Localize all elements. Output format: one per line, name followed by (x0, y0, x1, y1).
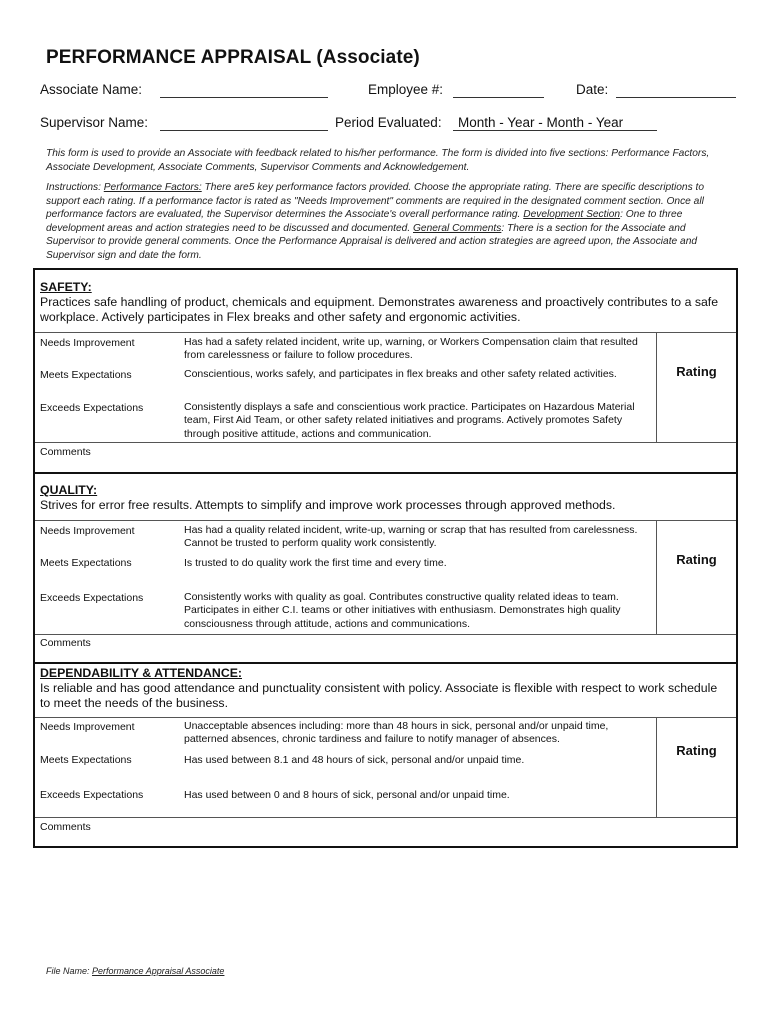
development-section-heading: Development Section (523, 209, 621, 220)
period-evaluated-value: Month - Year - Month - Year (458, 115, 624, 130)
file-name-prefix: File Name: (46, 966, 93, 976)
dependability-attendance-section (35, 664, 736, 846)
employee-number-field[interactable] (453, 97, 544, 98)
comments-field[interactable]: Comments (40, 821, 91, 833)
section-title: QUALITY: (40, 483, 98, 497)
grid-divider (35, 634, 736, 635)
section-title: SAFETY: (40, 280, 92, 294)
safety-section (35, 270, 736, 474)
grid-divider (35, 817, 736, 818)
level-desc-needs-improvement: Has had a quality related incident, write-up, warning or scrap that has resulted from carelessness. Cannot be trusted to perform quality work consistently. (184, 524, 638, 550)
page-title: PERFORMANCE APPRAISAL (Associate) (46, 47, 420, 68)
section-header (40, 280, 728, 325)
level-label-exceeds-expectations: Exceeds Expectations (40, 402, 144, 414)
grid-divider (35, 442, 736, 443)
rating-box[interactable]: Rating (676, 552, 717, 567)
supervisor-name-field[interactable] (160, 130, 328, 131)
date-label: Date: (576, 82, 609, 97)
period-evaluated-label: Period Evaluated: (335, 115, 442, 130)
grid-divider (35, 717, 736, 718)
instructions-prefix: Instructions: (46, 182, 104, 193)
level-desc-needs-improvement: Has had a safety related incident, write up, warning, or Workers Compensation claim that resulted from carelessness or failure to follow procedures. (184, 336, 638, 362)
level-desc-meets-expectations: Is trusted to do quality work the first time and every time. (184, 557, 447, 569)
file-name-footer (46, 966, 224, 976)
performance-factors-text: There are5 key performance factors provided. Choose the appropriate rating. There are specific descriptions to support each rating. If a performance factor is rated as "Needs Improvement" comments are required in the designated comment section. Once all performance factors are evaluated, the Supervisor determines the Associate's overall performance rating. (46, 182, 704, 220)
grid-divider (35, 520, 736, 521)
form-purpose-text: This form is used to provide an Associate with feedback related to his/her performance. The form is divided into five sections: Performance Factors, Associate Development, Associate Comments, Supervisor Comments and Acknowledgement. (46, 148, 710, 173)
section-header (40, 483, 728, 513)
section-description: Practices safe handling of product, chemicals and equipment. Demonstrates awareness and proactively contributes to a safe workplace. Actively participates in Flex breaks and other safety and ergonomic activities. (40, 295, 719, 324)
level-label-exceeds-expectations: Exceeds Expectations (40, 592, 144, 604)
section-description: Strives for error free results. Attempts to simplify and improve work processes through approved methods. (40, 498, 616, 512)
level-desc-meets-expectations: Conscientious, works safely, and participates in flex breaks and other safety related activities. (184, 368, 617, 380)
file-name: Performance Appraisal Associate (92, 966, 225, 976)
rating-box[interactable]: Rating (676, 743, 717, 758)
associate-name-label: Associate Name: (40, 82, 143, 97)
performance-factors-heading: Performance Factors: (103, 182, 202, 193)
quality-section (35, 474, 736, 664)
associate-name-field[interactable] (160, 97, 328, 98)
level-label-exceeds-expectations: Exceeds Expectations (40, 789, 144, 801)
grid-divider (35, 332, 736, 333)
level-label-meets-expectations: Meets Expectations (40, 369, 132, 381)
section-title: DEPENDABILITY & ATTENDANCE: (40, 666, 242, 680)
level-desc-exceeds-expectations: Has used between 0 and 8 hours of sick, personal and/or unpaid time. (184, 789, 510, 801)
comments-field[interactable]: Comments (40, 637, 91, 649)
supervisor-name-label: Supervisor Name: (40, 115, 149, 130)
development-section-text: : One to three development areas and action strategies need to be discussed and documented. (46, 209, 683, 234)
general-comments-heading: General Comments (413, 222, 502, 234)
level-label-needs-improvement: Needs Improvement (40, 721, 135, 733)
section-header (40, 666, 728, 711)
rating-box[interactable]: Rating (676, 364, 717, 379)
period-evaluated-field[interactable] (453, 130, 657, 131)
level-label-meets-expectations: Meets Expectations (40, 557, 132, 569)
rating-divider (656, 520, 657, 634)
appraisal-form (33, 268, 738, 848)
date-field[interactable] (616, 97, 736, 98)
comments-field[interactable]: Comments (40, 446, 91, 458)
level-label-meets-expectations: Meets Expectations (40, 754, 132, 766)
level-desc-meets-expectations: Has used between 8.1 and 48 hours of sick, personal and/or unpaid time. (184, 754, 525, 766)
level-desc-exceeds-expectations: Consistently works with quality as goal. Contributes constructive quality related ideas to team. Participates in either C.I. teams or other initiatives with enthusiasm. Demonstrates high quality consciousness through attitude, actions and communications. (184, 591, 621, 630)
instructions-text (46, 181, 718, 262)
level-desc-needs-improvement: Unacceptable absences including: more than 48 hours in sick, personal and/or unpaid time, patterned absences, chronic tardiness and failure to notify manager of absences. (184, 720, 609, 746)
general-comments-text: : There is a section for the Associate and Supervisor to provide general comments. Once the Performance Appraisal is delivered and action strategies are agreed upon, the Associate and Supervisor sign and date the form. (46, 222, 698, 261)
section-description: Is reliable and has good attendance and punctuality consistent with policy. Associate is flexible with respect to work schedule to meet the needs of the business. (40, 681, 718, 710)
employee-number-label: Employee #: (368, 82, 444, 97)
rating-divider (656, 332, 657, 442)
rating-divider (656, 717, 657, 817)
level-label-needs-improvement: Needs Improvement (40, 525, 135, 537)
level-label-needs-improvement: Needs Improvement (40, 337, 135, 349)
level-desc-exceeds-expectations: Consistently displays a safe and conscientious work practice. Participates on Hazardous Material team, First Aid Team, or other safety related initiatives and programs. Actively promotes Safety through positive attitude, actions and communication. (184, 401, 635, 440)
